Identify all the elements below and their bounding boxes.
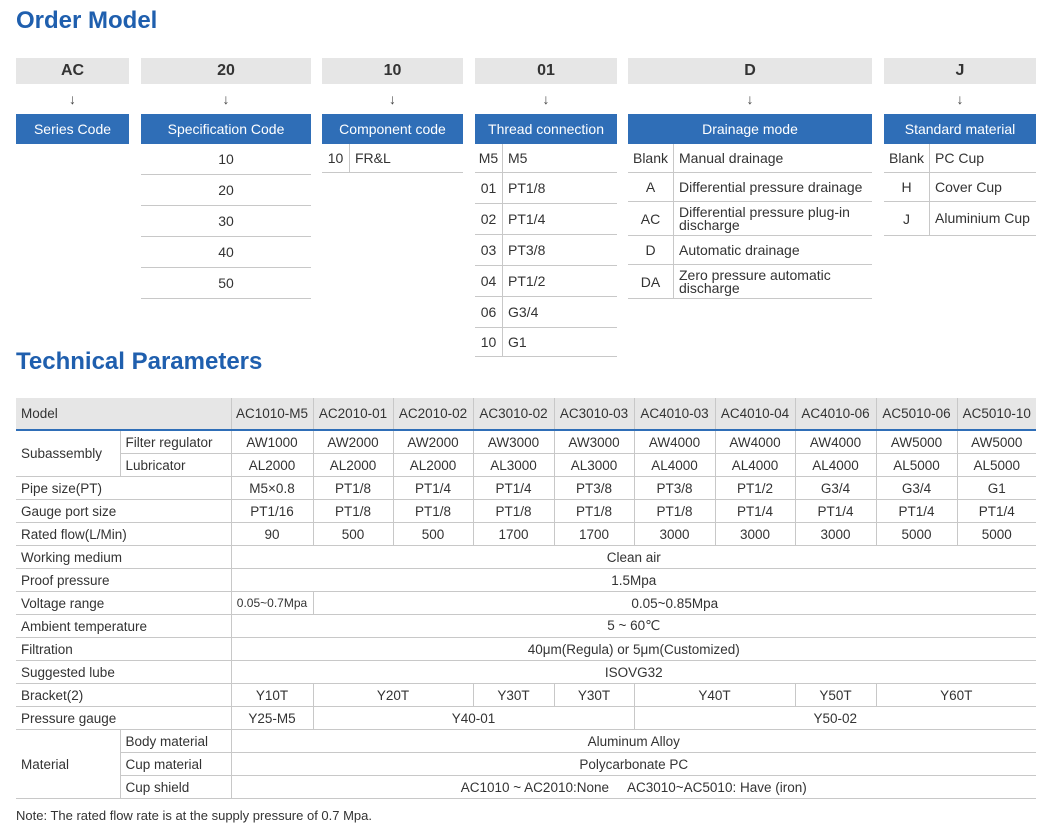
drainage-option: [628, 236, 872, 265]
row-label: Subassembly: [16, 430, 120, 477]
row-label: Rated flow(L/Min): [16, 523, 231, 546]
option-key: H: [884, 173, 930, 201]
cell: AW1000: [231, 430, 313, 454]
option-value: Automatic drainage: [679, 241, 800, 258]
table-row: [16, 477, 1036, 500]
cell: ISOVG32: [231, 661, 1036, 684]
cell: G3/4: [876, 477, 957, 500]
model-name: AC2010-02: [393, 398, 473, 430]
footnote: Note: The rated flow rate is at the supply pressure of 0.7 Mpa.: [16, 808, 373, 823]
option-value: PC Cup: [935, 149, 985, 166]
technical-parameters-title: Technical Parameters: [16, 348, 263, 375]
cell: Polycarbonate PC: [231, 753, 1036, 776]
cell: 0.05~0.85Mpa: [313, 592, 1036, 615]
cell: Clean air: [231, 546, 1036, 569]
series-code-label: Series Code: [16, 114, 129, 144]
option-value: Cover Cup: [935, 178, 1002, 195]
table-row: [16, 500, 1036, 523]
table-row: [16, 615, 1036, 638]
cell: PT3/8: [554, 477, 634, 500]
cell: PT1/8: [393, 500, 473, 523]
cell: AW4000: [634, 430, 715, 454]
option-key: 04: [475, 266, 503, 296]
cell: 5 ~ 60℃: [231, 615, 1036, 638]
order-model-title: Order Model: [16, 7, 158, 34]
cell: PT1/4: [473, 477, 554, 500]
option-value: Differential pressure drainage: [679, 178, 863, 195]
option-value: G3/4: [508, 303, 539, 320]
cell: PT1/4: [795, 500, 876, 523]
option-key: 03: [475, 235, 503, 265]
series-code-value: AC: [16, 58, 129, 84]
cell: 500: [393, 523, 473, 546]
down-arrow-icon: ↓: [389, 91, 396, 107]
row-label: Suggested lube: [16, 661, 231, 684]
model-name: AC1010-M5: [231, 398, 313, 430]
cell: Aluminum Alloy: [231, 730, 1036, 753]
model-name: AC5010-10: [957, 398, 1036, 430]
option-key: A: [628, 173, 674, 201]
row-label: Voltage range: [16, 592, 231, 615]
cell: PT1/4: [957, 500, 1036, 523]
cell: AW2000: [313, 430, 393, 454]
order-col-drainage: [628, 58, 872, 299]
option-value: Differential pressure plug-in discharge: [679, 203, 850, 233]
option-value: FR&L: [355, 149, 391, 166]
cell: PT1/4: [393, 477, 473, 500]
cell: PT1/8: [554, 500, 634, 523]
cell: 3000: [795, 523, 876, 546]
order-col-thread: [475, 58, 617, 357]
option-key: 06: [475, 297, 503, 327]
option-key: 01: [475, 173, 503, 203]
cell: PT1/2: [715, 477, 795, 500]
option-key: 10: [322, 144, 350, 172]
table-row: [16, 430, 1036, 454]
table-header-row: [16, 398, 1036, 430]
cell: AC1010 ~ AC2010:None AC3010~AC5010: Have (iron): [231, 776, 1036, 799]
cell: 5000: [876, 523, 957, 546]
table-row: [16, 569, 1036, 592]
cell: 5000: [957, 523, 1036, 546]
cell: AW2000: [393, 430, 473, 454]
thread-option: [475, 144, 617, 173]
cell: AL4000: [634, 454, 715, 477]
cell: AW4000: [715, 430, 795, 454]
option-value: M5: [508, 149, 528, 166]
row-sublabel: Filter regulator: [120, 430, 231, 454]
cell: PT1/8: [473, 500, 554, 523]
drainage-option: [628, 173, 872, 202]
table-row: [16, 707, 1036, 730]
row-label: Filtration: [16, 638, 231, 661]
option-value: Aluminium Cup: [935, 210, 1030, 226]
cell: 3000: [634, 523, 715, 546]
thread-option: [475, 297, 617, 328]
drainage-option: [628, 202, 872, 236]
option-value: PT1/2: [508, 272, 546, 289]
down-arrow-icon: ↓: [956, 91, 964, 107]
cell: AW5000: [876, 430, 957, 454]
cell: Y30T: [554, 684, 634, 707]
cell: AL3000: [473, 454, 554, 477]
thread-option: [475, 235, 617, 266]
drainage-code-label: Drainage mode: [628, 114, 872, 144]
option-key: 10: [475, 328, 503, 356]
cell: PT1/8: [634, 500, 715, 523]
row-label: Bracket(2): [16, 684, 231, 707]
drainage-option: [628, 265, 872, 299]
down-arrow-icon: ↓: [69, 91, 76, 107]
drainage-code-value: D: [628, 58, 872, 84]
cell: Y60T: [876, 684, 1036, 707]
cell: AL2000: [393, 454, 473, 477]
cell: 3000: [715, 523, 795, 546]
model-name: AC3010-02: [473, 398, 554, 430]
cell: Y40T: [634, 684, 795, 707]
technical-parameters-table: [16, 398, 1036, 799]
cell: Y20T: [313, 684, 473, 707]
component-code-value: 10: [322, 58, 463, 84]
spec-code-value: 20: [141, 58, 311, 84]
material-option: [884, 144, 1036, 173]
option-value: PT3/8: [508, 241, 546, 258]
model-header: Model: [16, 398, 231, 430]
row-sublabel: Cup material: [120, 753, 231, 776]
cell: M5×0.8: [231, 477, 313, 500]
cell: AL3000: [554, 454, 634, 477]
row-label: Ambient temperature: [16, 615, 231, 638]
option-key: J: [884, 202, 930, 235]
cell: G3/4: [795, 477, 876, 500]
cell: AW4000: [795, 430, 876, 454]
component-option: [322, 144, 463, 173]
thread-option: [475, 173, 617, 204]
cell: Y50T: [795, 684, 876, 707]
cell: 1700: [473, 523, 554, 546]
cell: AL5000: [876, 454, 957, 477]
order-col-series: [16, 58, 129, 144]
option-key: DA: [628, 265, 674, 298]
spec-option: 20: [141, 175, 311, 206]
cell: PT1/4: [876, 500, 957, 523]
model-name: AC3010-03: [554, 398, 634, 430]
option-key: Blank: [628, 144, 674, 172]
cell: AW3000: [554, 430, 634, 454]
drainage-option: [628, 144, 872, 173]
cell: AL5000: [957, 454, 1036, 477]
cell: 90: [231, 523, 313, 546]
model-name: AC5010-06: [876, 398, 957, 430]
option-value: PT1/8: [508, 179, 546, 196]
row-label: Pipe size(PT): [16, 477, 231, 500]
option-value: G1: [508, 333, 527, 350]
thread-option: [475, 328, 617, 357]
cell: AW5000: [957, 430, 1036, 454]
cell: AW3000: [473, 430, 554, 454]
spec-option: 40: [141, 237, 311, 268]
row-sublabel: Cup shield: [120, 776, 231, 799]
row-sublabel: Body material: [120, 730, 231, 753]
option-key: D: [628, 236, 674, 264]
material-option: [884, 202, 1036, 236]
option-key: M5: [475, 144, 503, 172]
table-row: [16, 638, 1036, 661]
row-sublabel: Lubricator: [120, 454, 231, 477]
row-label: Gauge port size: [16, 500, 231, 523]
model-name: AC4010-03: [634, 398, 715, 430]
cell: AL2000: [231, 454, 313, 477]
cell: Y25-M5: [231, 707, 313, 730]
material-option: [884, 173, 1036, 202]
order-col-material: [884, 58, 1036, 236]
cell: 1700: [554, 523, 634, 546]
thread-code-value: 01: [475, 58, 617, 84]
row-label: Material: [16, 730, 120, 799]
model-name: AC4010-06: [795, 398, 876, 430]
cell: AL4000: [715, 454, 795, 477]
cell: Y40-01: [313, 707, 634, 730]
spec-option: 30: [141, 206, 311, 237]
table-row: [16, 776, 1036, 799]
table-row: [16, 454, 1036, 477]
table-row: [16, 523, 1036, 546]
order-col-spec: [141, 58, 311, 299]
component-code-label: Component code: [322, 114, 463, 144]
cell: Y10T: [231, 684, 313, 707]
row-label: Proof pressure: [16, 569, 231, 592]
down-arrow-icon: ↓: [222, 91, 230, 107]
thread-option: [475, 204, 617, 235]
order-col-component: [322, 58, 463, 173]
down-arrow-icon: ↓: [542, 91, 550, 107]
material-code-value: J: [884, 58, 1036, 84]
cell: 500: [313, 523, 393, 546]
cell: PT1/16: [231, 500, 313, 523]
cell: PT1/8: [313, 500, 393, 523]
spec-option: 50: [141, 268, 311, 299]
thread-option: [475, 266, 617, 297]
option-value: Manual drainage: [679, 149, 784, 166]
cell: 0.05~0.7Mpa: [231, 592, 313, 615]
table-row: [16, 730, 1036, 753]
table-row: [16, 546, 1036, 569]
option-value: Zero pressure automatic discharge: [679, 266, 831, 296]
model-name: AC4010-04: [715, 398, 795, 430]
table-row: [16, 592, 1036, 615]
model-name: AC2010-01: [313, 398, 393, 430]
row-label: Pressure gauge: [16, 707, 231, 730]
option-key: AC: [628, 202, 674, 235]
cell: PT1/8: [313, 477, 393, 500]
table-row: [16, 753, 1036, 776]
row-label: Working medium: [16, 546, 231, 569]
option-value: PT1/4: [508, 210, 546, 227]
cell: 40μm(Regula) or 5μm(Customized): [231, 638, 1036, 661]
table-row: [16, 661, 1036, 684]
cell: AL2000: [313, 454, 393, 477]
cell: G1: [957, 477, 1036, 500]
cell: 1.5Mpa: [231, 569, 1036, 592]
material-code-label: Standard material: [884, 114, 1036, 144]
option-key: Blank: [884, 144, 930, 172]
cell: PT3/8: [634, 477, 715, 500]
table-row: [16, 684, 1036, 707]
cell: Y30T: [473, 684, 554, 707]
spec-code-label: Specification Code: [141, 114, 311, 144]
option-key: 02: [475, 204, 503, 234]
cell: Y50-02: [634, 707, 1036, 730]
thread-code-label: Thread connection: [475, 114, 617, 144]
down-arrow-icon: ↓: [746, 91, 754, 107]
cell: AL4000: [795, 454, 876, 477]
cell: PT1/4: [715, 500, 795, 523]
spec-option: 10: [141, 144, 311, 175]
